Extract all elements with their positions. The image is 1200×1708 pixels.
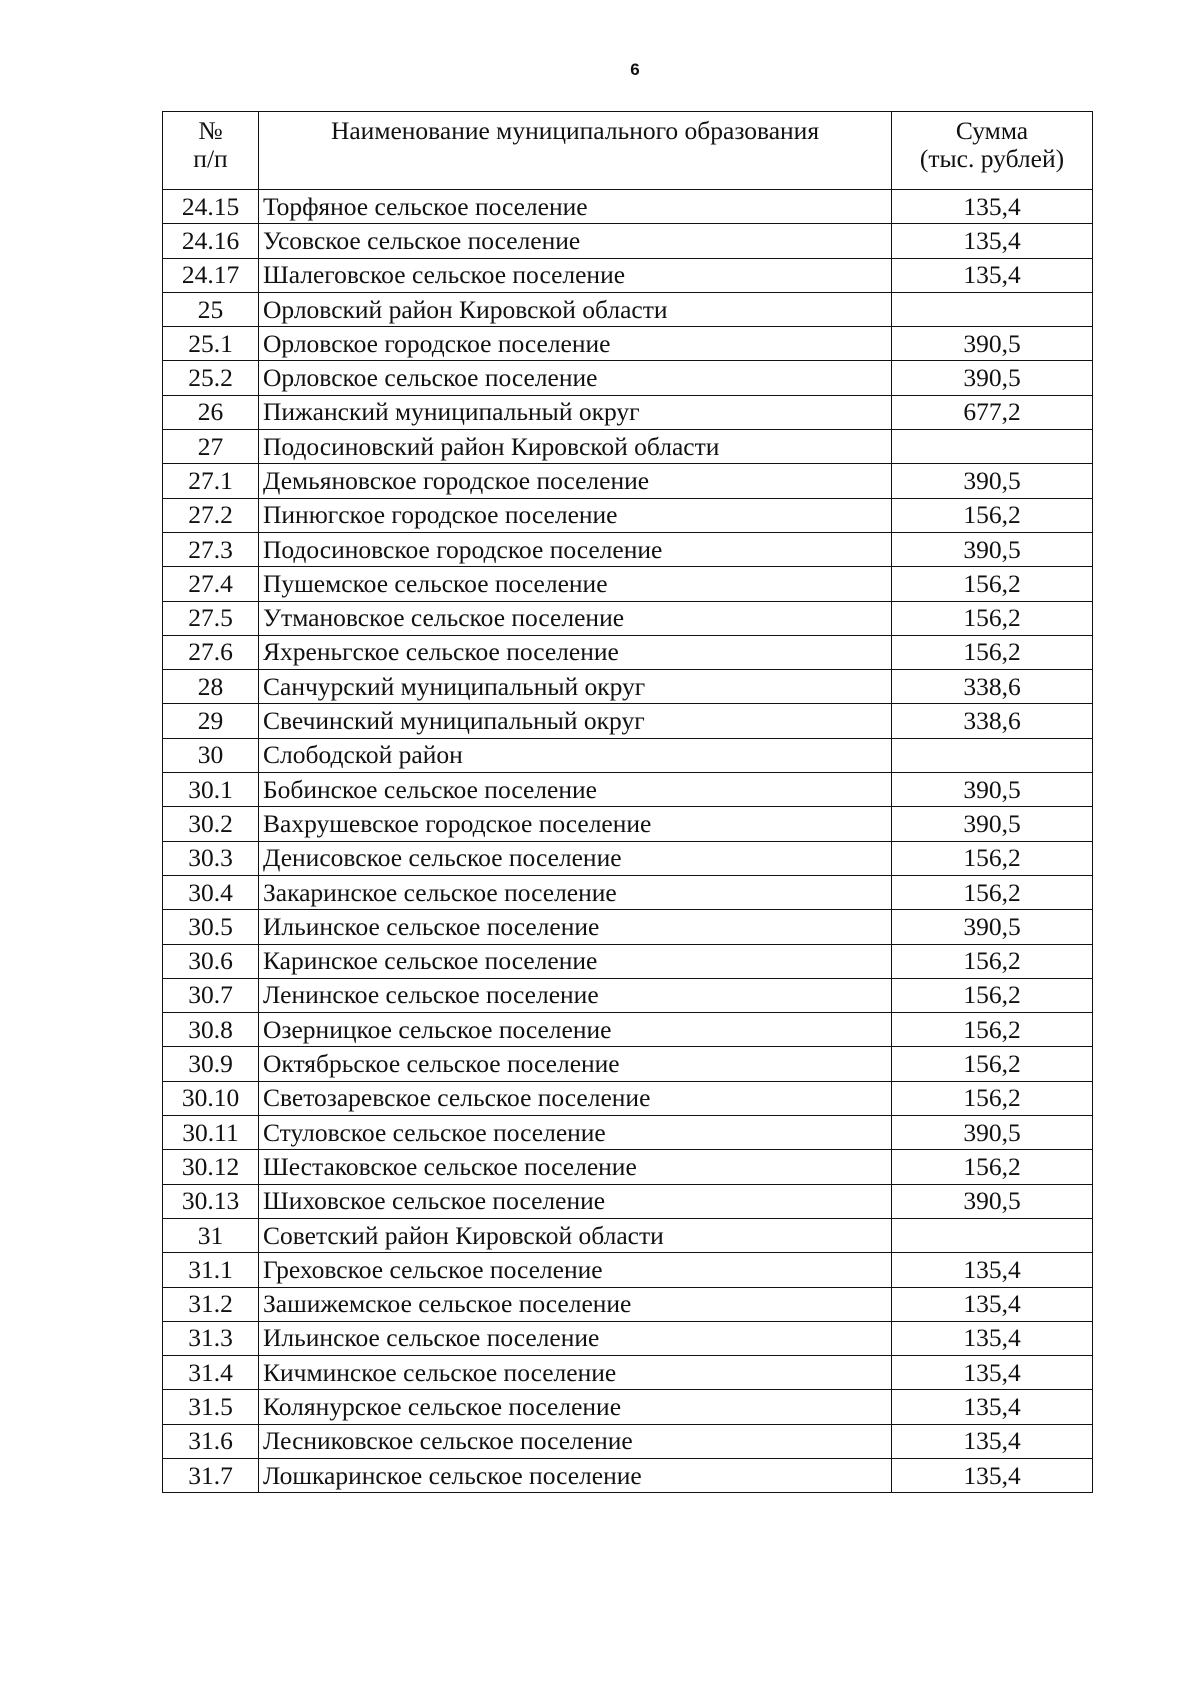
row-name: Колянурское сельское поселение xyxy=(259,1390,892,1424)
header-number-line2: п/п xyxy=(193,144,228,174)
row-number: 25 xyxy=(163,292,259,326)
table-row xyxy=(163,1287,1093,1321)
row-number: 31 xyxy=(163,1218,259,1252)
row-name: Санчурский муниципальный округ xyxy=(259,670,892,704)
row-number: 30 xyxy=(163,738,259,772)
row-name: Стуловское сельское поселение xyxy=(259,1116,892,1150)
row-name: Озерницкое сельское поселение xyxy=(259,1013,892,1047)
row-name: Вахрушевское городское поселение xyxy=(259,807,892,841)
row-sum: 390,5 xyxy=(892,1184,1093,1218)
page-number: 6 xyxy=(630,60,640,79)
row-number: 24.17 xyxy=(163,258,259,292)
row-number: 30.11 xyxy=(163,1116,259,1150)
row-sum: 390,5 xyxy=(892,464,1093,498)
row-number: 31.7 xyxy=(163,1458,259,1492)
row-name: Греховское сельское поселение xyxy=(259,1253,892,1287)
row-sum: 338,6 xyxy=(892,670,1093,704)
row-number: 30.4 xyxy=(163,875,259,909)
header-number xyxy=(163,112,259,190)
row-name: Пижанский муниципальный округ xyxy=(259,395,892,429)
table-row xyxy=(163,1253,1093,1287)
table-row xyxy=(163,841,1093,875)
row-number: 30.2 xyxy=(163,807,259,841)
row-number: 27.3 xyxy=(163,532,259,566)
table-row xyxy=(163,978,1093,1012)
row-name: Советский район Кировской области xyxy=(259,1218,892,1252)
row-name: Лошкаринское сельское поселение xyxy=(259,1458,892,1492)
row-name: Усовское сельское поселение xyxy=(259,224,892,258)
row-number: 31.3 xyxy=(163,1321,259,1355)
row-sum: 390,5 xyxy=(892,910,1093,944)
row-name: Пушемское сельское поселение xyxy=(259,567,892,601)
table-row xyxy=(163,910,1093,944)
row-sum: 135,4 xyxy=(892,1287,1093,1321)
table-row xyxy=(163,738,1093,772)
table-row xyxy=(163,1081,1093,1115)
row-sum: 677,2 xyxy=(892,395,1093,429)
row-name: Демьяновское городское поселение xyxy=(259,464,892,498)
municipal-allocation-table xyxy=(162,111,1093,1493)
row-number: 30.6 xyxy=(163,944,259,978)
table-body xyxy=(163,190,1093,1493)
row-sum: 135,4 xyxy=(892,190,1093,224)
row-sum: 135,4 xyxy=(892,1458,1093,1492)
table-row xyxy=(163,1356,1093,1390)
row-number: 27.4 xyxy=(163,567,259,601)
table-row xyxy=(163,773,1093,807)
row-number: 30.12 xyxy=(163,1150,259,1184)
row-number: 25.1 xyxy=(163,327,259,361)
row-sum: 156,2 xyxy=(892,635,1093,669)
row-sum: 135,4 xyxy=(892,1424,1093,1458)
row-name: Бобинское сельское поселение xyxy=(259,773,892,807)
row-number: 24.15 xyxy=(163,190,259,224)
table-row xyxy=(163,1390,1093,1424)
table-row xyxy=(163,361,1093,395)
row-name: Закаринское сельское поселение xyxy=(259,875,892,909)
row-number: 30.1 xyxy=(163,773,259,807)
table-row xyxy=(163,498,1093,532)
table-row xyxy=(163,1150,1093,1184)
table-row xyxy=(163,224,1093,258)
row-name: Орловское городское поселение xyxy=(259,327,892,361)
row-sum: 135,4 xyxy=(892,224,1093,258)
row-number: 30.8 xyxy=(163,1013,259,1047)
table-row xyxy=(163,1116,1093,1150)
row-name: Свечинский муниципальный округ xyxy=(259,704,892,738)
table-row xyxy=(163,1047,1093,1081)
row-number: 31.4 xyxy=(163,1356,259,1390)
row-sum: 156,2 xyxy=(892,1013,1093,1047)
table-row xyxy=(163,532,1093,566)
row-name: Шестаковское сельское поселение xyxy=(259,1150,892,1184)
row-name: Светозаревское сельское поселение xyxy=(259,1081,892,1115)
row-sum: 156,2 xyxy=(892,841,1093,875)
row-name: Шиховское сельское поселение xyxy=(259,1184,892,1218)
row-name: Зашижемское сельское поселение xyxy=(259,1287,892,1321)
row-name: Слободской район xyxy=(259,738,892,772)
table-row xyxy=(163,1218,1093,1252)
row-number: 30.13 xyxy=(163,1184,259,1218)
row-name: Яхреньгское сельское поселение xyxy=(259,635,892,669)
row-sum: 390,5 xyxy=(892,1116,1093,1150)
row-sum: 135,4 xyxy=(892,1253,1093,1287)
row-number: 30.9 xyxy=(163,1047,259,1081)
row-sum: 156,2 xyxy=(892,498,1093,532)
row-name: Подосиновское городское поселение xyxy=(259,532,892,566)
row-number: 27 xyxy=(163,430,259,464)
row-number: 24.16 xyxy=(163,224,259,258)
row-name: Орловское сельское поселение xyxy=(259,361,892,395)
table-row xyxy=(163,601,1093,635)
table-row xyxy=(163,190,1093,224)
row-number: 25.2 xyxy=(163,361,259,395)
header-sum-line1: Сумма xyxy=(955,116,1029,145)
row-sum: 135,4 xyxy=(892,1321,1093,1355)
row-number: 31.5 xyxy=(163,1390,259,1424)
table-row xyxy=(163,258,1093,292)
row-sum: 390,5 xyxy=(892,807,1093,841)
row-name: Ленинское сельское поселение xyxy=(259,978,892,1012)
header-sum-line2: (тыс. рублей) xyxy=(919,144,1065,174)
header-sum xyxy=(892,112,1093,190)
row-name: Орловский район Кировской области xyxy=(259,292,892,326)
row-name: Ильинское сельское поселение xyxy=(259,910,892,944)
table-row xyxy=(163,430,1093,464)
table-header xyxy=(163,112,1093,190)
row-number: 29 xyxy=(163,704,259,738)
row-sum: 156,2 xyxy=(892,978,1093,1012)
row-number: 28 xyxy=(163,670,259,704)
row-number: 30.7 xyxy=(163,978,259,1012)
table-row xyxy=(163,1321,1093,1355)
row-name: Торфяное сельское поселение xyxy=(259,190,892,224)
table-row xyxy=(163,1458,1093,1492)
row-number: 26 xyxy=(163,395,259,429)
row-sum: 156,2 xyxy=(892,601,1093,635)
row-number: 31.6 xyxy=(163,1424,259,1458)
row-sum: 135,4 xyxy=(892,1390,1093,1424)
header-number-line1: № xyxy=(198,116,223,145)
row-sum xyxy=(892,430,1093,464)
row-sum: 156,2 xyxy=(892,1047,1093,1081)
row-name: Утмановское сельское поселение xyxy=(259,601,892,635)
row-sum: 156,2 xyxy=(892,567,1093,601)
table-row xyxy=(163,1013,1093,1047)
row-number: 30.10 xyxy=(163,1081,259,1115)
row-name: Октябрьское сельское поселение xyxy=(259,1047,892,1081)
table-row xyxy=(163,567,1093,601)
table-row xyxy=(163,327,1093,361)
table-row xyxy=(163,807,1093,841)
row-name: Денисовское сельское поселение xyxy=(259,841,892,875)
row-name: Каринское сельское поселение xyxy=(259,944,892,978)
row-sum: 390,5 xyxy=(892,773,1093,807)
row-sum: 338,6 xyxy=(892,704,1093,738)
row-number: 31.1 xyxy=(163,1253,259,1287)
row-sum: 390,5 xyxy=(892,361,1093,395)
row-number: 30.5 xyxy=(163,910,259,944)
table-row xyxy=(163,464,1093,498)
row-sum xyxy=(892,292,1093,326)
table-row xyxy=(163,292,1093,326)
row-sum: 135,4 xyxy=(892,1356,1093,1390)
row-name: Кичминское сельское поселение xyxy=(259,1356,892,1390)
table-row xyxy=(163,395,1093,429)
row-sum xyxy=(892,738,1093,772)
row-name: Шалеговское сельское поселение xyxy=(259,258,892,292)
header-name: Наименование муниципального образования xyxy=(259,112,892,190)
row-sum xyxy=(892,1218,1093,1252)
row-name: Ильинское сельское поселение xyxy=(259,1321,892,1355)
row-name: Пинюгское городское поселение xyxy=(259,498,892,532)
row-number: 27.1 xyxy=(163,464,259,498)
table-row xyxy=(163,1424,1093,1458)
table-row xyxy=(163,704,1093,738)
row-number: 27.6 xyxy=(163,635,259,669)
row-name: Подосиновский район Кировской области xyxy=(259,430,892,464)
row-sum: 156,2 xyxy=(892,944,1093,978)
table-row xyxy=(163,875,1093,909)
table-row xyxy=(163,635,1093,669)
row-number: 27.2 xyxy=(163,498,259,532)
row-sum: 156,2 xyxy=(892,1150,1093,1184)
row-number: 27.5 xyxy=(163,601,259,635)
row-sum: 390,5 xyxy=(892,532,1093,566)
row-sum: 135,4 xyxy=(892,258,1093,292)
header-row xyxy=(163,112,1093,190)
row-sum: 390,5 xyxy=(892,327,1093,361)
table-row xyxy=(163,1184,1093,1218)
row-name: Лесниковское сельское поселение xyxy=(259,1424,892,1458)
row-number: 31.2 xyxy=(163,1287,259,1321)
row-number: 30.3 xyxy=(163,841,259,875)
row-sum: 156,2 xyxy=(892,1081,1093,1115)
table-row xyxy=(163,944,1093,978)
row-sum: 156,2 xyxy=(892,875,1093,909)
table-row xyxy=(163,670,1093,704)
